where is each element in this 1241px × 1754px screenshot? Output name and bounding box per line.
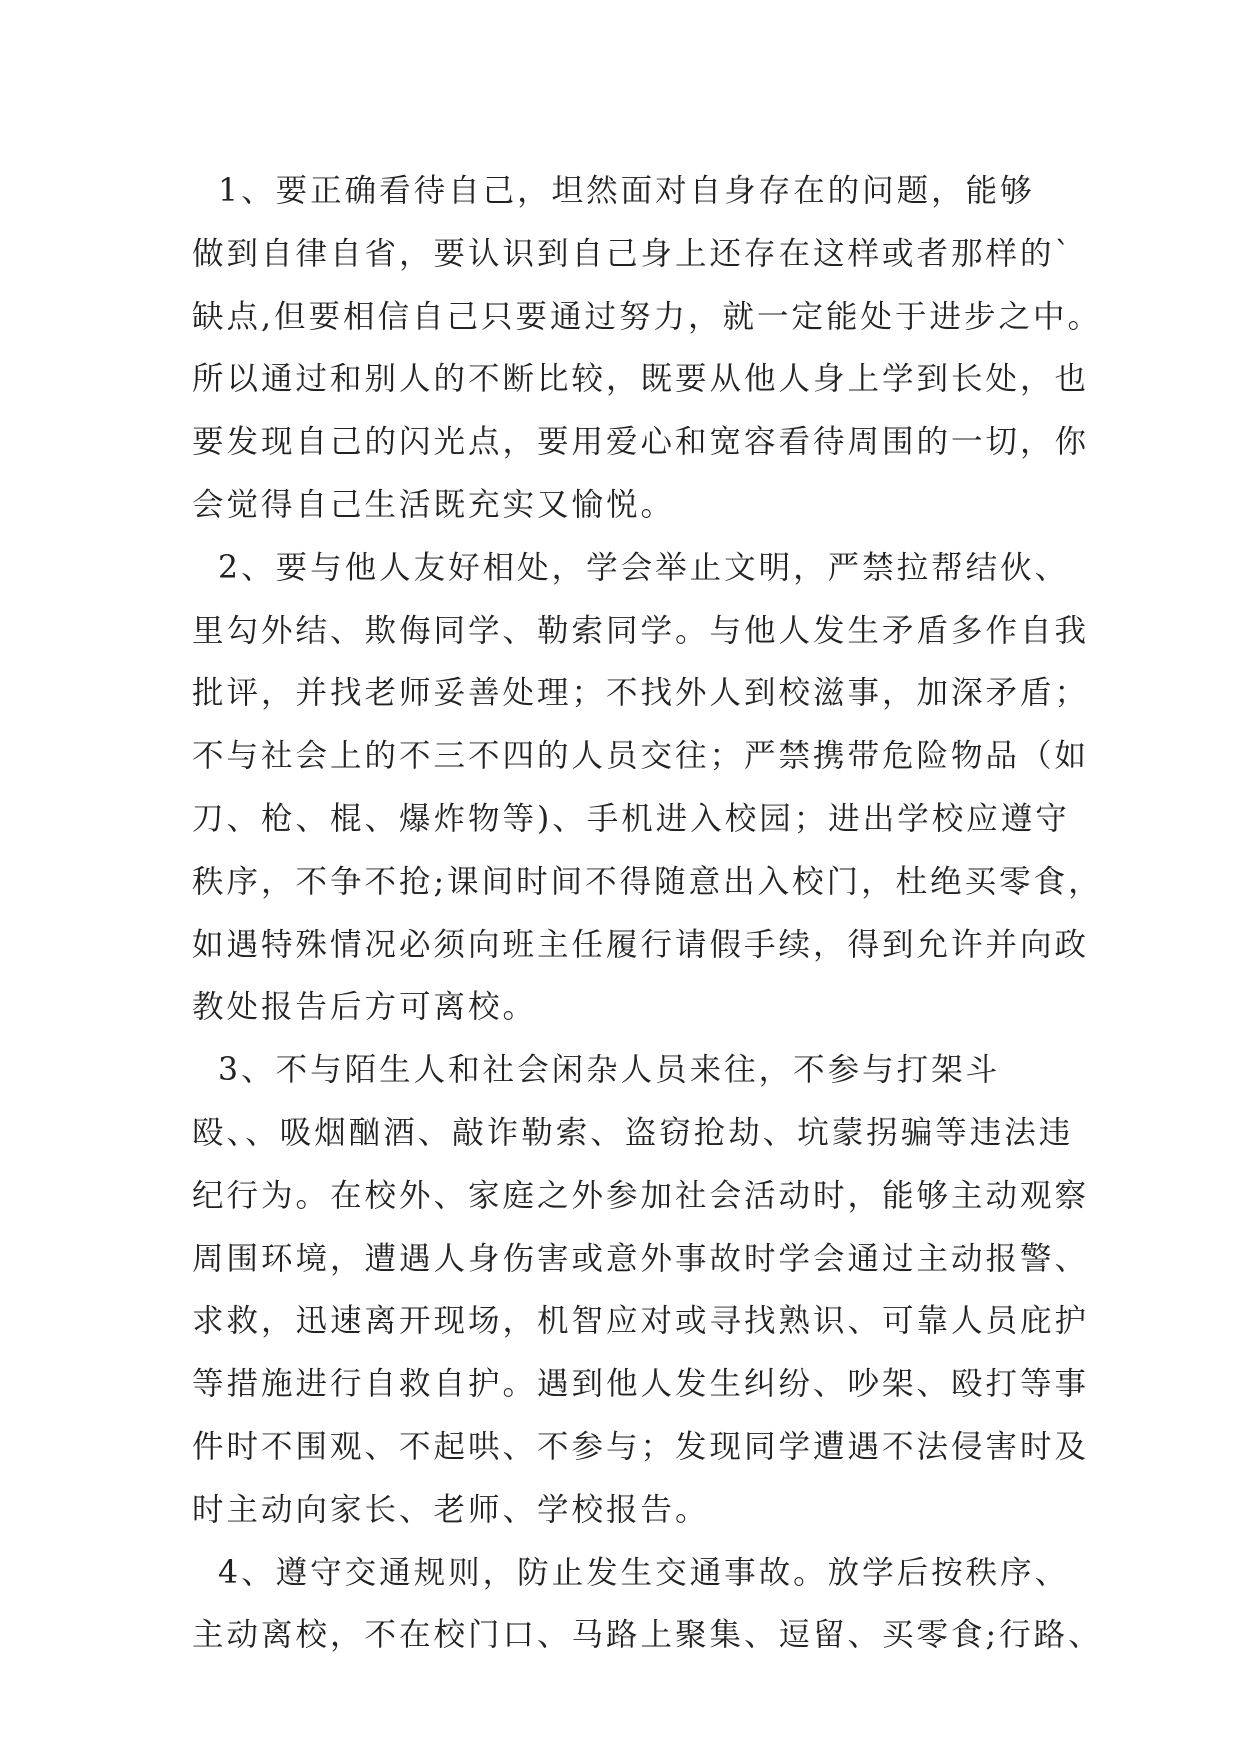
text-line: 刀、枪、棍、爆炸物等)、手机进入校园；进出学校应遵守 <box>192 800 1070 837</box>
text-line: 会觉得自己生活既充实又愉悦。 <box>192 486 676 523</box>
text-line: 时主动向家长、老师、学校报告。 <box>192 1491 710 1528</box>
text-line: 3、不与陌生人和社会闲杂人员来往，不参与打架斗 <box>192 1052 1001 1089</box>
text-line: 件时不围观、不起哄、不参与；发现同学遭遇不法侵害时及 <box>192 1428 1090 1465</box>
text-line: 教处报告后方可离校。 <box>192 989 538 1026</box>
text-line: 缺点,但要相信自己只要通过努力，就一定能处于进步之中。 <box>192 298 1103 335</box>
text-line: 要发现自己的闪光点，要用爱心和宽容看待周围的一切，你 <box>192 424 1090 461</box>
text-line: 不与社会上的不三不四的人员交往；严禁携带危险物品（如 <box>192 738 1090 775</box>
text-line: 做到自律自省，要认识到自己身上还存在这样或者那样的` <box>192 235 1074 272</box>
text-line: 1、要正确看待自己，坦然面对自身存在的问题，能够 <box>192 173 1035 209</box>
text-line: 殴、、吸烟酗酒、敲诈勒索、盗窃抢劫、坑蒙拐骗等违法违 <box>192 1114 1074 1151</box>
text-line: 2、要与他人友好相处，学会举止文明，严禁拉帮结伙、 <box>192 549 1070 586</box>
text-line: 里勾外结、欺侮同学、勒索同学。与他人发生矛盾多作自我 <box>192 612 1090 649</box>
text-line: 秩序，不争不抢;课间时间不得随意出入校门，杜绝买零食， <box>192 863 1103 900</box>
text-line: 如遇特殊情况必须向班主任履行请假手续，得到允许并向政 <box>192 926 1090 963</box>
text-line: 等措施进行自救自护。遇到他人发生纠纷、吵架、殴打等事 <box>192 1366 1090 1403</box>
text-line: 纪行为。在校外、家庭之外参加社会活动时，能够主动观察 <box>192 1177 1090 1214</box>
text-line: 批评，并找老师妥善处理；不找外人到校滋事，加深矛盾； <box>192 675 1090 712</box>
text-line: 4、遵守交通规则，防止发生交通事故。放学后按秩序、 <box>192 1554 1070 1591</box>
text-line: 所以通过和别人的不断比较，既要从他人身上学到长处，也 <box>192 361 1090 398</box>
body-text <box>192 160 1103 1667</box>
text-line: 周围环境，遭遇人身伤害或意外事故时学会通过主动报警、 <box>192 1240 1090 1277</box>
text-line: 求救，迅速离开现场，机智应对或寻找熟识、可靠人员庇护 <box>192 1303 1090 1340</box>
text-line: 主动离校，不在校门口、马路上聚集、逗留、买零食;行路、 <box>192 1617 1103 1654</box>
